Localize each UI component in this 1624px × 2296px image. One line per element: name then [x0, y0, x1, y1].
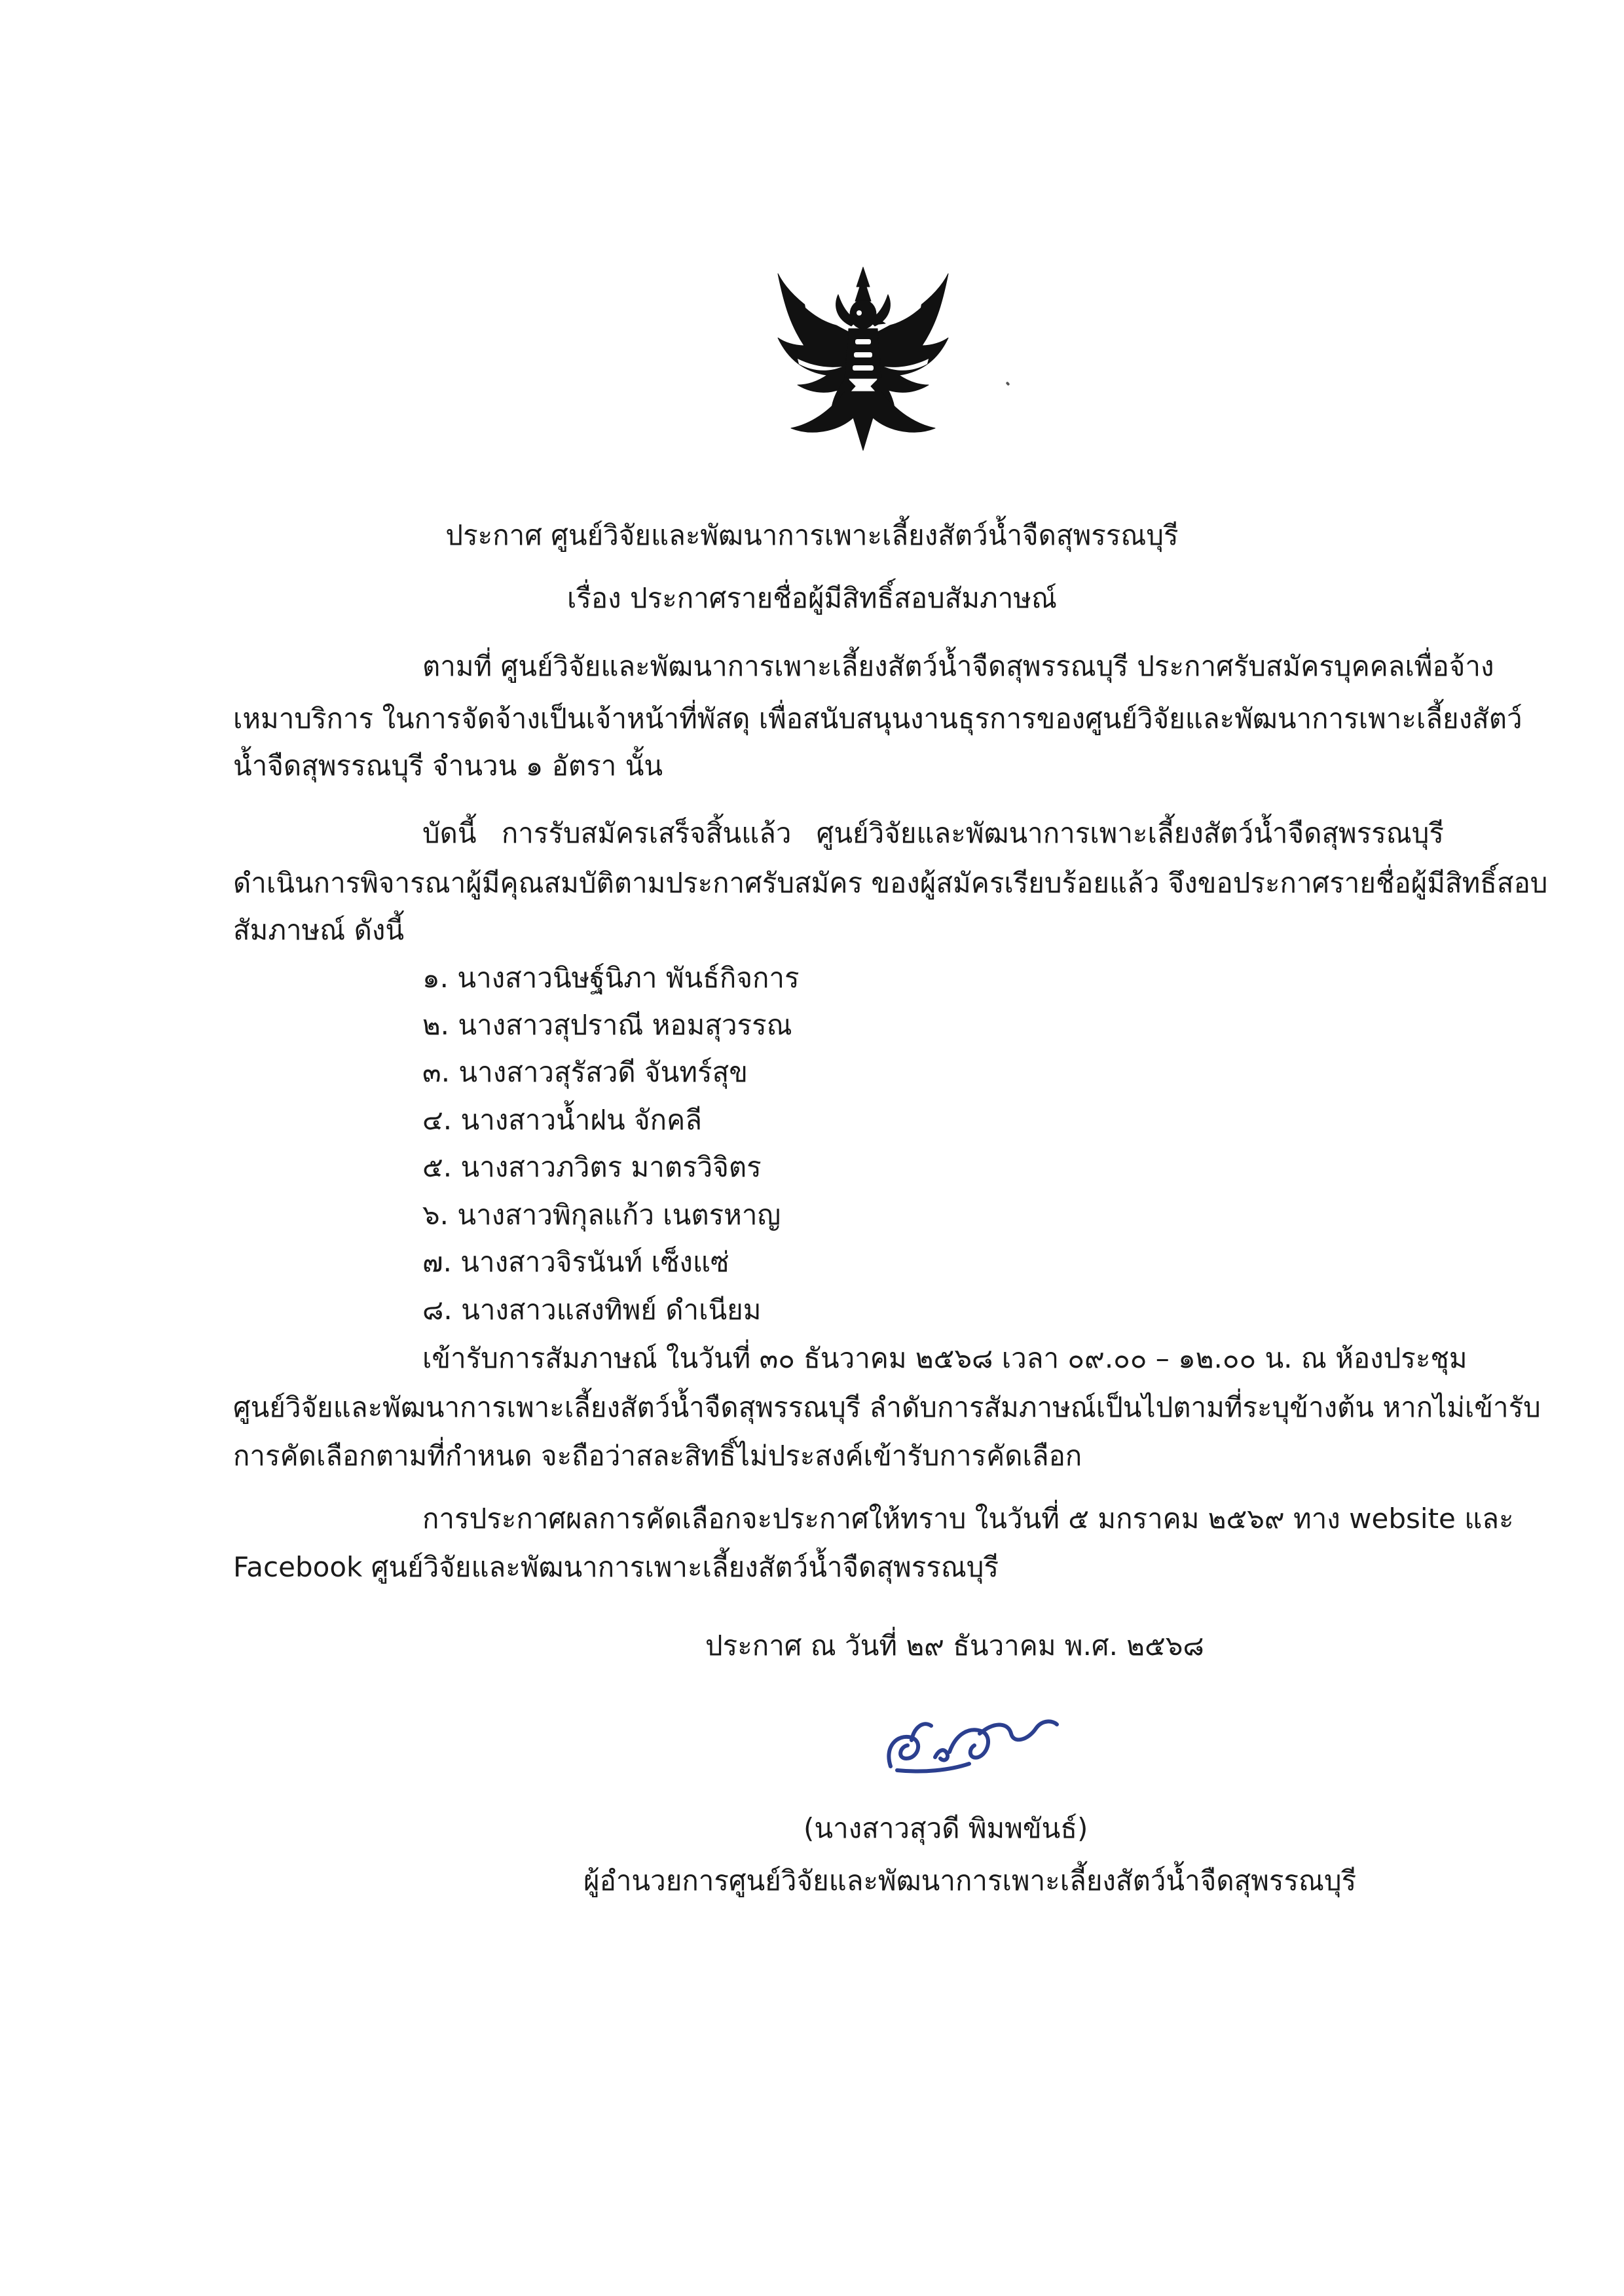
- candidate-item: ๔. นางสาวน้ำฝน จักคลี: [422, 1104, 702, 1136]
- candidate-item: ๕. นางสาวภวิตร มาตรวิจิตร: [422, 1151, 762, 1183]
- paragraph-3-line-2: ศูนย์วิจัยและพัฒนาการเพาะเลี้ยงสัตว์น้ำจืดสุพรรณบุรี ลำดับการสัมภาษณ์เป็นไปตามที่ระบุข้างต้น หากไม่เข้ารับ: [233, 1391, 1541, 1423]
- paragraph-3-line-3: การคัดเลือกตามที่กำหนด จะถือว่าสละสิทธิ์ไม่ประสงค์เข้ารับการคัดเลือก: [233, 1440, 1082, 1472]
- paragraph-3-line-1: เข้ารับการสัมภาษณ์ ในวันที่ ๓๐ ธันวาคม ๒๕๖๘ เวลา ๐๙.๐๐ – ๑๒.๐๐ น. ณ ห้องประชุม: [422, 1342, 1467, 1374]
- announcement-title: ประกาศ ศูนย์วิจัยและพัฒนาการเพาะเลี้ยงสัตว์น้ำจืดสุพรรณบุรี: [445, 519, 1179, 551]
- candidate-item: ๓. นางสาวสุรัสวดี จันทร์สุข: [422, 1056, 748, 1088]
- candidate-item: ๖. นางสาวพิกุลแก้ว เนตรหาญ: [422, 1199, 781, 1231]
- paragraph-1-line-2: เหมาบริการ ในการจัดจ้างเป็นเจ้าหน้าที่พัสดุ เพื่อสนับสนุนงานธุรการของศูนย์วิจัยและพัฒนาการเพาะเลี้ยงสัตว์: [233, 702, 1522, 735]
- paragraph-2-line-3: สัมภาษณ์ ดังนี้: [233, 914, 405, 946]
- candidate-item: ๗. นางสาวจิรนันท์ เซ็งแซ่: [422, 1246, 729, 1278]
- paragraph-1-line-1: ตามที่ ศูนย์วิจัยและพัฒนาการเพาะเลี้ยงสัตว์น้ำจืดสุพรรณบุรี ประกาศรับสมัครบุคคลเพื่อจ้าง: [422, 650, 1494, 682]
- signer-name: (นางสาวสุวดี พิมพขันธ์): [803, 1812, 1088, 1844]
- paragraph-2-line-2: ดำเนินการพิจารณาผู้มีคุณสมบัติตามประกาศรับสมัคร ของผู้สมัครเรียบร้อยแล้ว จึงขอประกาศรายชื่อผู้มีสิทธิ์สอบ: [233, 867, 1548, 899]
- signer-position: ผู้อำนวยการศูนย์วิจัยและพัฒนาการเพาะเลี้ยงสัตว์น้ำจืดสุพรรณบุรี: [583, 1865, 1357, 1897]
- paragraph-1-line-3: น้ำจืดสุพรรณบุรี จำนวน ๑ อัตรา นั้น: [233, 750, 663, 782]
- paragraph-4-line-1: การประกาศผลการคัดเลือกจะประกาศให้ทราบ ในวันที่ ๕ มกราคม ๒๕๖๙ ทาง website และ: [422, 1503, 1514, 1535]
- handwritten-signature: [871, 1694, 1067, 1779]
- candidate-item: ๒. นางสาวสุปราณี หอมสุวรรณ: [422, 1009, 792, 1041]
- garuda-emblem-icon: [765, 261, 961, 457]
- candidate-item: ๑. นางสาวนิษฐ์นิภา พันธ์กิจการ: [422, 962, 800, 994]
- paragraph-4-line-2: Facebook ศูนย์วิจัยและพัฒนาการเพาะเลี้ยงสัตว์น้ำจืดสุพรรณบุรี: [233, 1551, 999, 1583]
- scan-speck: [1006, 381, 1010, 386]
- announce-date: ประกาศ ณ วันที่ ๒๙ ธันวาคม พ.ศ. ๒๕๖๘: [705, 1630, 1204, 1662]
- announcement-subject: เรื่อง ประกาศรายชื่อผู้มีสิทธิ์สอบสัมภาษณ์: [567, 582, 1057, 614]
- paragraph-2-line-1: บัดนี้ การรับสมัครเสร็จสิ้นแล้ว ศูนย์วิจัยและพัฒนาการเพาะเลี้ยงสัตว์น้ำจืดสุพรรณบุรี: [422, 817, 1444, 849]
- candidate-item: ๘. นางสาวแสงทิพย์ ดำเนียม: [422, 1294, 762, 1326]
